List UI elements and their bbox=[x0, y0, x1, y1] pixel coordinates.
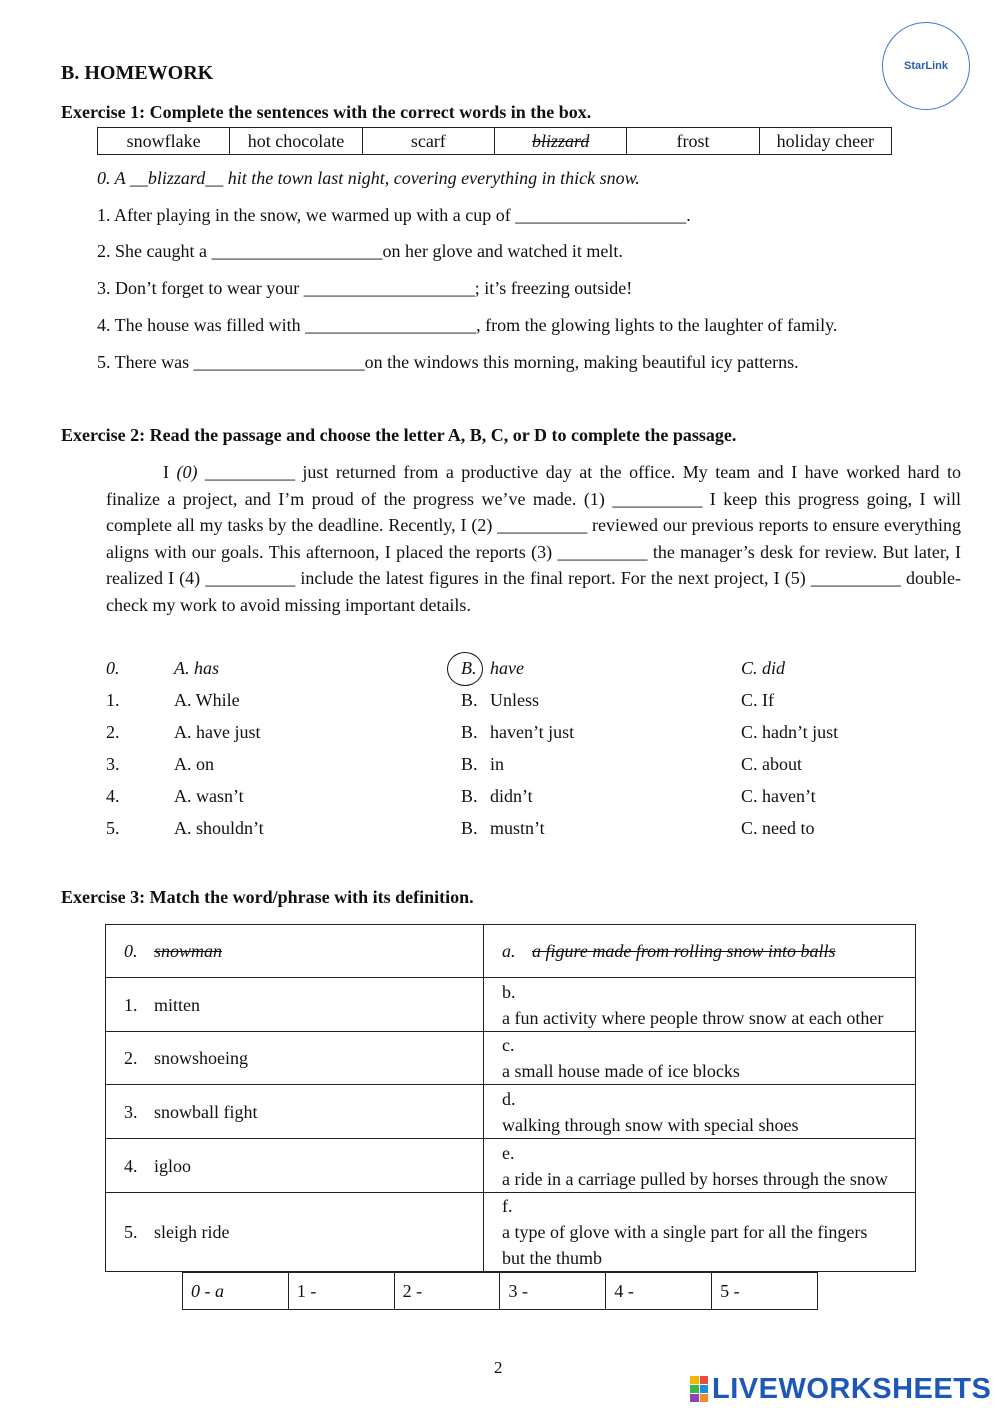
match-row bbox=[106, 1085, 916, 1139]
answer-cell[interactable]: 1 - bbox=[288, 1273, 394, 1310]
option-b: in bbox=[490, 754, 505, 774]
option-a: A. on bbox=[174, 754, 214, 774]
answer-cell[interactable]: 4 - bbox=[606, 1273, 712, 1310]
option-c: C. haven’t bbox=[741, 786, 816, 806]
option-b-letter: B. bbox=[461, 690, 478, 710]
page-number: 2 bbox=[494, 1358, 503, 1377]
match-word: 5. sleigh ride bbox=[106, 1193, 484, 1272]
exercise2-heading: Exercise 2: Read the passage and choose the letter A, B, C, or D to complete the passage. bbox=[61, 425, 737, 445]
option-b: Unless bbox=[490, 690, 539, 710]
match-row bbox=[106, 978, 916, 1032]
question-number: 0. bbox=[106, 658, 120, 678]
answer-cell[interactable]: 5 - bbox=[712, 1273, 818, 1310]
option-a: A. shouldn’t bbox=[174, 818, 264, 838]
match-row bbox=[106, 1032, 916, 1085]
option-c: C. did bbox=[741, 658, 786, 678]
question-number: 2. bbox=[106, 722, 120, 742]
match-definition: e.a ride in a carriage pulled by horses through the snow bbox=[484, 1139, 916, 1193]
question-number: 1. bbox=[106, 690, 120, 710]
exercise1-heading: Exercise 1: Complete the sentences with the correct words in the box. bbox=[61, 102, 592, 122]
word-box-item: frost bbox=[627, 128, 759, 155]
starlink-logo bbox=[882, 22, 970, 110]
option-b: haven’t just bbox=[490, 722, 575, 742]
exercise2-passage bbox=[106, 459, 961, 618]
match-table bbox=[105, 924, 916, 1272]
match-row-example bbox=[106, 925, 916, 978]
liveworksheets-logo-text: LIVEWORKSHEETS bbox=[712, 1372, 992, 1405]
option-a: A. have just bbox=[174, 722, 261, 742]
option-c: C. need to bbox=[741, 818, 815, 838]
match-word: 2. snowshoeing bbox=[106, 1032, 484, 1085]
match-word: 0. snowman bbox=[106, 925, 484, 978]
question-number: 3. bbox=[106, 754, 120, 774]
match-word: 3. snowball fight bbox=[106, 1085, 484, 1139]
match-definition: d.walking through snow with special shoes bbox=[484, 1085, 916, 1139]
match-definition: b.a fun activity where people throw snow at each other bbox=[484, 978, 916, 1032]
starlink-logo-text: StarLink bbox=[903, 60, 948, 72]
liveworksheets-logo[interactable] bbox=[690, 1374, 991, 1404]
match-row bbox=[106, 1139, 916, 1193]
option-c: C. hadn’t just bbox=[741, 722, 839, 742]
match-definition: f.a type of glove with a single part for all the fingers but the thumb bbox=[484, 1193, 916, 1272]
option-c: C. If bbox=[741, 690, 774, 710]
option-b: mustn’t bbox=[490, 818, 545, 838]
question-number: 4. bbox=[106, 786, 120, 806]
liveworksheets-logo-icon bbox=[690, 1376, 708, 1402]
word-box-item: holiday cheer bbox=[759, 128, 891, 155]
option-b-letter: B. bbox=[461, 658, 477, 678]
word-box-item: snowflake bbox=[98, 128, 230, 155]
match-definition: a. a figure made from rolling snow into balls bbox=[484, 925, 916, 978]
option-b-letter: B. bbox=[461, 722, 478, 742]
option-b: didn’t bbox=[490, 786, 533, 806]
exercise1-sentence: 2. She caught a ___________________on her glove and watched it melt. bbox=[97, 241, 623, 261]
exercise1-sentence: 1. After playing in the snow, we warmed up with a cup of ___________________. bbox=[97, 205, 691, 225]
match-word: 4. igloo bbox=[106, 1139, 484, 1193]
word-box-item: scarf bbox=[362, 128, 494, 155]
passage-rest: __________ just returned from a productive day at the office. My team and I have worked hard to finalize a project, and I’m proud of the progress we’ve made. (1) __________ I keep this progress going, I will complete all my tasks by the deadline. Recently, I (2) __________ reviewed our previous reports to ensure everything aligns with our goals. This afternoon, I placed the reports (3) __________ the manager’s desk for review. But later, I realized I (4) __________ include the latest figures in the final report. For the next project, I (5) __________ double-check my work to avoid missing important details. bbox=[106, 462, 961, 615]
word-box bbox=[97, 127, 892, 155]
answer-cell[interactable]: 2 - bbox=[394, 1273, 500, 1310]
answer-table bbox=[182, 1272, 818, 1310]
option-b: have bbox=[490, 658, 524, 678]
passage-marker-0: (0) bbox=[176, 462, 198, 482]
section-title: B. HOMEWORK bbox=[61, 62, 214, 84]
answer-cell[interactable]: 3 - bbox=[500, 1273, 606, 1310]
option-b-letter: B. bbox=[461, 754, 478, 774]
word-box-item: hot chocolate bbox=[230, 128, 362, 155]
question-number: 5. bbox=[106, 818, 120, 838]
option-a: A. wasn’t bbox=[174, 786, 244, 806]
option-b-letter: B. bbox=[461, 818, 478, 838]
word-box-item-used: blizzard bbox=[494, 128, 626, 155]
match-definition: c.a small house made of ice blocks bbox=[484, 1032, 916, 1085]
exercise1-sentence: 3. Don’t forget to wear your ___________________; it’s freezing outside! bbox=[97, 278, 633, 298]
match-word: 1. mitten bbox=[106, 978, 484, 1032]
option-b-letter: B. bbox=[461, 786, 478, 806]
option-a: A. While bbox=[174, 690, 240, 710]
option-c: C. about bbox=[741, 754, 802, 774]
exercise1-sentence: 4. The house was filled with ___________________, from the glowing lights to the laughter of family. bbox=[97, 315, 838, 335]
option-a: A. has bbox=[174, 658, 219, 678]
answer-cell: 0 - a bbox=[183, 1273, 289, 1310]
match-row bbox=[106, 1193, 916, 1272]
exercise1-example: 0. A __blizzard__ hit the town last night, covering everything in thick snow. bbox=[97, 168, 640, 188]
exercise1-sentence: 5. There was ___________________on the windows this morning, making beautiful icy patterns. bbox=[97, 352, 799, 372]
passage-start: I bbox=[163, 462, 177, 482]
exercise3-heading: Exercise 3: Match the word/phrase with its definition. bbox=[61, 887, 474, 907]
